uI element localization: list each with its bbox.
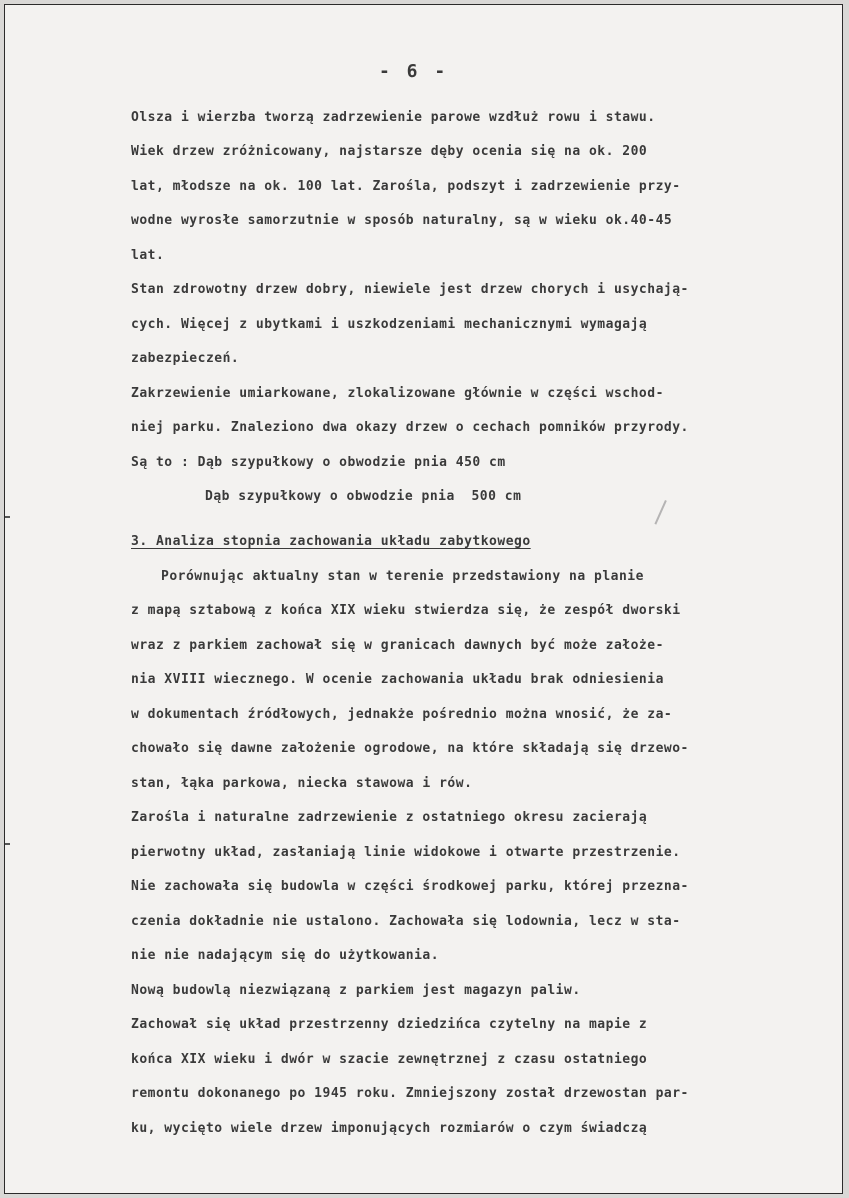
pencil-stroke — [654, 500, 666, 525]
text-line: końca XIX wieku i dwór w szacie zewnętrznej z czasu ostatniego — [131, 1052, 648, 1067]
text-line: lat, młodsze na ok. 100 lat. Zarośla, podszyt i zadrzewienie przy- — [131, 179, 681, 194]
text-line: remontu dokonanego po 1945 roku. Zmniejszony został drzewostan par- — [131, 1086, 689, 1101]
text-line: Wiek drzew zróżnicowany, najstarsze dęby ocenia się na ok. 200 — [131, 144, 648, 159]
text-line: niej parku. Znaleziono dwa okazy drzew o cechach pomników przyrody. — [131, 420, 689, 435]
text-line: stan, łąka parkowa, niecka stawowa i rów. — [131, 776, 473, 791]
text-line: Stan zdrowotny drzew dobry, niewiele jest drzew chorych i usychają- — [131, 282, 689, 297]
text-line: zabezpieczeń. — [131, 351, 240, 366]
text-line: Nie zachowała się budowla w części środkowej parku, której przezna- — [131, 879, 689, 894]
text-line: Nową budowlą niezwiązaną z parkiem jest magazyn paliw. — [131, 983, 581, 998]
text-line: Porównując aktualny stan w terenie przedstawiony na planie — [161, 569, 644, 584]
page-number: - 6 - — [379, 61, 449, 82]
text-line: Zakrzewienie umiarkowane, zlokalizowane głównie w części wschod- — [131, 386, 664, 401]
section-heading: 3. Analiza stopnia zachowania układu zabytkowego — [131, 534, 531, 549]
text-line: Dąb szypułkowy o obwodzie pnia 500 cm — [205, 489, 522, 504]
text-line: wodne wyrosłe samorzutnie w sposób naturalny, są w wieku ok.40-45 — [131, 213, 673, 228]
text-line: pierwotny układ, zasłaniają linie widokowe i otwarte przestrzenie. — [131, 845, 681, 860]
text-line: w dokumentach źródłowych, jednakże pośrednio można wnosić, że za- — [131, 707, 673, 722]
text-line: nie nie nadającym się do użytkowania. — [131, 948, 440, 963]
text-line: Zarośla i naturalne zadrzewienie z ostatniego okresu zacierają — [131, 810, 648, 825]
text-line: wraz z parkiem zachował się w granicach dawnych być może założe- — [131, 638, 664, 653]
text-line: Olsza i wierzba tworzą zadrzewienie parowe wzdłuż rowu i stawu. — [131, 110, 656, 125]
text-line: lat. — [131, 248, 165, 263]
text-line: Zachował się układ przestrzenny dziedzińca czytelny na mapie z — [131, 1017, 648, 1032]
text-line: cych. Więcej z ubytkami i uszkodzeniami mechanicznymi wymagają — [131, 317, 648, 332]
text-line: nia XVIII wiecznego. W ocenie zachowania układu brak odniesienia — [131, 672, 664, 687]
document-page — [4, 4, 843, 1194]
text-line: ku, wycięto wiele drzew imponujących rozmiarów o czym świadczą — [131, 1121, 648, 1136]
margin-mark — [5, 843, 10, 845]
margin-mark — [5, 516, 10, 518]
text-line: chowało się dawne założenie ogrodowe, na które składają się drzewo- — [131, 741, 689, 756]
text-line: z mapą sztabową z końca XIX wieku stwierdza się, że zespół dworski — [131, 603, 681, 618]
text-line: Są to : Dąb szypułkowy o obwodzie pnia 450 cm — [131, 455, 506, 470]
text-line: czenia dokładnie nie ustalono. Zachowała się lodownia, lecz w sta- — [131, 914, 681, 929]
